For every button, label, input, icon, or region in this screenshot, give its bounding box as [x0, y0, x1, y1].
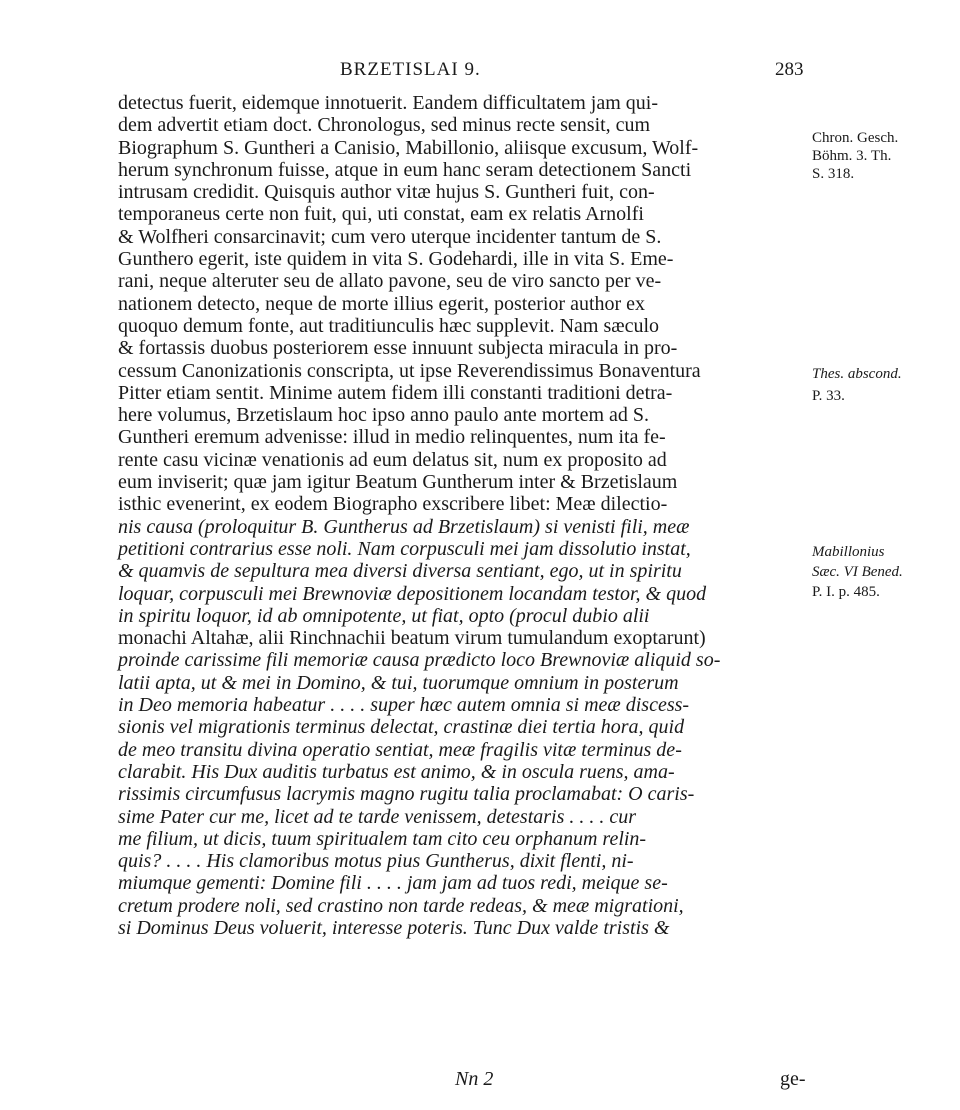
text-line: herum synchronum fuisse, atque in eum hanc seram detectionem Sancti	[118, 158, 692, 181]
text-line: in Deo memoria habeatur . . . . super hæc autem omnia si meæ discess-	[118, 694, 690, 717]
text-line: de meo transitu divina operatio sentiat, meæ fragilis vitæ terminus de-	[118, 738, 682, 761]
text-line: quis? . . . . His clamoribus motus pius Guntherus, dixit flenti, ni-	[118, 850, 634, 873]
text-line: rente casu vicinæ venationis ad eum delatus sit, num ex proposito ad	[118, 448, 667, 471]
text-line: Biographum S. Guntheri a Canisio, Mabillonio, aliisque excusum, Wolf-	[118, 136, 699, 159]
margin-note: Chron. Gesch.	[812, 130, 899, 146]
page-footer	[0, 1068, 960, 1098]
text-line: Gunthero egerit, iste quidem in vita S. Godehardi, ille in vita S. Eme-	[118, 248, 674, 271]
running-head: BRZETISLAI 9.	[340, 59, 481, 80]
text-line: proinde carissime fili memoriæ causa prædicto loco Brewnoviæ aliquid so-	[118, 649, 721, 672]
text-line: isthic evenerint, ex eodem Biographo exscribere libet: Meæ dilectio-	[118, 493, 668, 516]
text-line: me filium, ut dicis, tuum spiritualem tam cito ceu orphanum relin-	[118, 827, 647, 850]
page-header	[0, 55, 960, 91]
margin-note: Mabillonius	[812, 544, 885, 560]
text-line: detectus fuerit, eidemque innotuerit. Eandem difficultatem jam qui-	[118, 92, 659, 114]
margin-note: P. 33.	[812, 388, 845, 404]
text-line: nationem detecto, neque de morte illius egerit, posterior author ex	[118, 292, 646, 315]
text-line: intrusam credidit. Quisquis author vitæ hujus S. Guntheri fuit, con-	[118, 181, 655, 204]
margin-note: Böhm. 3. Th.	[812, 148, 892, 164]
text-line: rani, neque alteruter seu de allato pavone, seu de viro sancto per ve-	[118, 270, 662, 293]
text-line: monachi Altahæ, alii Rinchnachii beatum virum tumulandum exoptarunt)	[118, 627, 706, 650]
text-line: in spiritu loquor, id ab omnipotente, ut fiat, opto (procul dubio alii	[118, 604, 650, 627]
margin-note: P. I. p. 485.	[812, 584, 880, 600]
text-line: cessum Canonizationis conscripta, ut ipse Reverendissimus Bonaventura	[118, 359, 701, 382]
main-text	[118, 92, 808, 939]
text-line: sionis vel migrationis terminus delectat, crastinæ diei tertia hora, quid	[118, 716, 685, 739]
text-line: loquar, corpusculi mei Brewnoviæ depositionem locandam testor, & quod	[118, 582, 707, 605]
text-line: Guntheri eremum advenisse: illud in medio relinquentes, num ita fe-	[118, 426, 666, 449]
text-line: & fortassis duobus posteriorem esse innuunt subjecta miracula in pro-	[118, 337, 678, 360]
text-line: temporaneus certe non fuit, qui, uti constat, eam ex relatis Arnolfi	[118, 203, 644, 226]
text-line: nis causa (proloquitur B. Guntherus ad Brzetislaum) si venisti fili, meæ	[118, 515, 690, 538]
text-line: rissimis circumfusus lacrymis magno rugitu talia proclamabat: O caris-	[118, 783, 695, 806]
text-line: petitioni contrarius esse noli. Nam corpusculi mei jam dissolutio instat,	[118, 537, 691, 560]
text-line: miumque gementi: Domine fili . . . . jam jam ad tuos redi, meique se-	[118, 872, 668, 895]
page-number: 283	[775, 59, 804, 80]
text-line: eum inviserit; quæ jam igitur Beatum Guntherum inter & Brzetislaum	[118, 471, 678, 494]
catchword: ge-	[780, 1068, 806, 1090]
text-line: dem advertit etiam doct. Chronologus, sed minus recte sensit, cum	[118, 114, 651, 137]
text-line: latii apta, ut & mei in Domino, & tui, tuorumque omnium in posterum	[118, 671, 679, 694]
text-line: cretum prodere noli, sed crastino non tarde redeas, & meæ migrationi,	[118, 894, 684, 917]
margin-note: Sæc. VI Bened.	[812, 564, 903, 580]
text-line: si Dominus Deus voluerit, interesse poteris. Tunc Dux valde tristis &	[118, 916, 670, 939]
margin-note: Thes. abscond.	[812, 366, 902, 382]
text-line: clarabit. His Dux auditis turbatus est animo, & in oscula ruens, ama-	[118, 760, 675, 783]
margin-note: S. 318.	[812, 166, 855, 182]
text-line: & Wolfheri consarcinavit; cum vero uterque incidenter tantum de S.	[118, 225, 662, 248]
signature-mark: Nn 2	[455, 1068, 494, 1090]
text-line: & quamvis de sepultura mea diversi diversa sentiant, ego, ut in spiritu	[118, 560, 682, 583]
text-line: Pitter etiam sentit. Minime autem fidem illi constanti traditioni detra-	[118, 381, 673, 404]
text-line: here volumus, Brzetislaum hoc ipso anno paulo ante mortem ad S.	[118, 404, 649, 427]
text-line: sime Pater cur me, licet ad te tarde venissem, detestaris . . . . cur	[118, 805, 637, 828]
text-line: quoquo demum fonte, aut traditiunculis hæc supplevit. Nam sæculo	[118, 314, 660, 337]
